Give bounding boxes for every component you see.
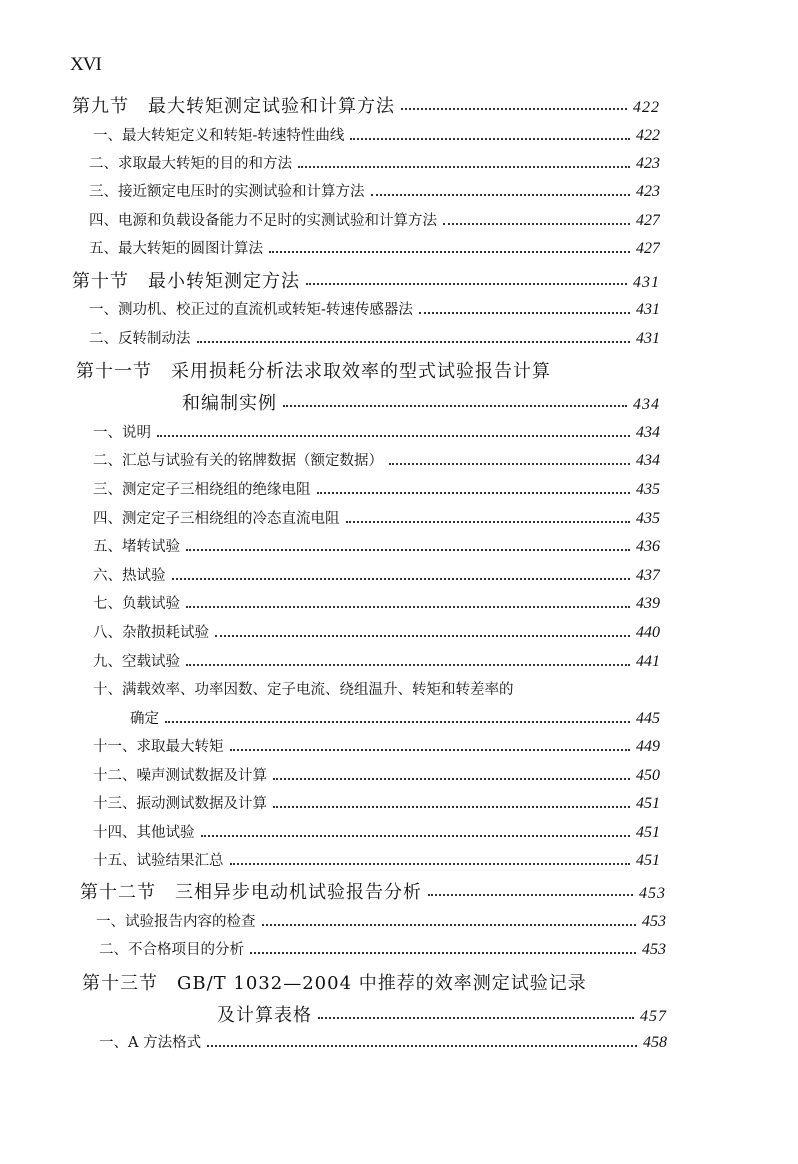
toc-entry[interactable] [93, 592, 660, 613]
toc-entry-page: 453 [642, 913, 666, 930]
dot-leader [186, 606, 630, 608]
toc-entry[interactable] [93, 764, 660, 785]
dot-leader [172, 578, 631, 580]
toc-entry-page: 431 [636, 330, 660, 347]
toc-entry-page: 441 [636, 653, 660, 670]
toc-entry-page: 439 [636, 595, 660, 612]
toc-entry[interactable] [93, 849, 660, 870]
toc-entry-label: 一、A 方法格式 [99, 1035, 202, 1051]
toc-entry-label: 三、接近额定电压时的实测试验和计算方法 [89, 184, 365, 200]
dot-leader [165, 721, 630, 723]
toc-entry-label: 五、最大转矩的圆图计算法 [89, 241, 263, 257]
toc-entry-section-11-line1[interactable] [76, 357, 551, 383]
toc-entry[interactable] [93, 478, 660, 499]
dot-leader [269, 251, 630, 253]
toc-entry[interactable] [93, 821, 660, 842]
toc-entry-page: 431 [633, 274, 660, 291]
dot-leader [215, 635, 630, 637]
toc-entry-multiline-line2[interactable] [130, 707, 660, 728]
toc-entry-label: 第十一节 采用损耗分析法求取效率的型式试验报告计算 [76, 361, 551, 382]
toc-entry-page: 423 [636, 155, 660, 172]
dot-leader [262, 924, 637, 926]
toc-entry-label: 四、测定定子三相绕组的冷态直流电阻 [93, 511, 340, 527]
toc-entry-page: 458 [643, 1034, 667, 1051]
toc-entry-page: 427 [636, 240, 660, 257]
toc-entry-page: 435 [636, 481, 660, 498]
page-number: XVI [70, 54, 101, 75]
toc-entry[interactable] [89, 298, 660, 319]
toc-entry-label: 十四、其他试验 [93, 825, 195, 841]
toc-entry-label: 三、测定定子三相绕组的绝缘电阻 [93, 482, 311, 498]
dot-leader [230, 863, 631, 865]
dot-leader [273, 806, 630, 808]
toc-entry-label: 一、说明 [93, 425, 151, 441]
toc-entry-label: 十二、噪声测试数据及计算 [93, 768, 267, 784]
toc-entry-label: 一、最大转矩定义和转矩-转速特性曲线 [93, 128, 345, 144]
toc-entry-label: 一、试验报告内容的检查 [96, 914, 256, 930]
toc-entry-page: 445 [636, 710, 660, 727]
toc-entry-label: 五、堵转试验 [93, 539, 180, 555]
toc-entry-page: 449 [636, 738, 660, 755]
dot-leader [230, 749, 631, 751]
toc-entry-label: 第十节 最小转矩测定方法 [72, 271, 300, 292]
toc-entry-label: 六、热试验 [93, 568, 166, 584]
toc-entry-page: 453 [639, 885, 666, 902]
toc-entry-section-10[interactable] [72, 267, 660, 293]
toc-entry-label: 和编制实例 [182, 393, 277, 414]
toc-entry-label: 第九节 最大转矩测定试验和计算方法 [72, 96, 395, 117]
toc-entry[interactable] [96, 910, 666, 931]
toc-entry-page: 436 [636, 538, 660, 555]
toc-entry[interactable] [89, 209, 660, 230]
toc-entry[interactable] [99, 938, 666, 959]
dot-leader [318, 1017, 634, 1019]
dot-leader [389, 463, 630, 465]
dot-leader [186, 664, 630, 666]
dot-leader [428, 894, 633, 896]
toc-entry-page: 423 [636, 183, 660, 200]
toc-entry-section-9[interactable] [72, 92, 660, 118]
toc-entry-multiline-line1[interactable] [93, 678, 514, 699]
toc-entry[interactable] [93, 507, 660, 528]
toc-entry-label: 第十二节 三相异步电动机试验报告分析 [80, 882, 422, 903]
toc-entry-label: 二、求取最大转矩的目的和方法 [89, 156, 292, 172]
toc-entry-label: 七、负载试验 [93, 596, 180, 612]
toc-entry-page: 434 [636, 452, 660, 469]
toc-entry-page: 434 [636, 424, 660, 441]
toc-entry[interactable] [89, 327, 660, 348]
toc-entry-page: 427 [636, 212, 660, 229]
toc-entry-page: 457 [640, 1008, 667, 1025]
toc-entry[interactable] [93, 564, 660, 585]
dot-leader [371, 194, 631, 196]
dot-leader [350, 138, 630, 140]
toc-entry[interactable] [93, 621, 660, 642]
dot-leader [298, 166, 630, 168]
toc-entry-label: 一、测功机、校正过的直流机或转矩-转速传感器法 [89, 302, 413, 318]
toc-entry-label: 十五、试验结果汇总 [93, 853, 224, 869]
dot-leader [401, 108, 627, 110]
toc-entry[interactable] [93, 735, 660, 756]
dot-leader [306, 283, 627, 285]
toc-entry-label: 十三、振动测试数据及计算 [93, 796, 267, 812]
toc-entry[interactable] [93, 535, 660, 556]
toc-entry-label: 确定 [130, 711, 159, 727]
toc-entry-label: 第十三节 GB/T 1032—2004 中推荐的效率测定试验记录 [82, 973, 587, 994]
toc-entry-label: 四、电源和负载设备能力不足时的实测试验和计算方法 [89, 213, 437, 229]
toc-entry-section-11-line2[interactable] [182, 389, 660, 415]
toc-entry-page: 451 [636, 824, 660, 841]
toc-entry-label: 九、空载试验 [93, 654, 180, 670]
toc-entry-section-13-line2[interactable] [217, 1001, 667, 1027]
toc-entry-label: 及计算表格 [217, 1005, 312, 1026]
dot-leader [197, 341, 631, 343]
toc-entry[interactable] [89, 152, 660, 173]
dot-leader [419, 312, 630, 314]
toc-entry[interactable] [93, 449, 660, 470]
toc-entry-page: 422 [633, 99, 660, 116]
toc-entry-page: 437 [636, 567, 660, 584]
toc-entry-page: 451 [636, 795, 660, 812]
toc-entry-label: 八、杂散损耗试验 [93, 625, 209, 641]
dot-leader [186, 549, 630, 551]
toc-entry-section-13-line1[interactable] [82, 969, 587, 995]
dot-leader [201, 835, 631, 837]
dot-leader [283, 405, 627, 407]
toc-entry-label: 十一、求取最大转矩 [93, 739, 224, 755]
toc-entry[interactable] [99, 1031, 667, 1052]
toc-entry-label: 二、汇总与试验有关的铭牌数据（额定数据） [93, 453, 383, 469]
dot-leader [207, 1045, 637, 1047]
toc-entry[interactable] [93, 650, 660, 671]
toc-entry[interactable] [93, 421, 660, 442]
toc-entry-section-12[interactable] [80, 878, 666, 904]
dot-leader [346, 521, 631, 523]
dot-leader [317, 492, 631, 494]
toc-entry-label: 二、不合格项目的分析 [99, 942, 244, 958]
toc-entry-page: 422 [636, 127, 660, 144]
toc-entry-page: 440 [636, 624, 660, 641]
toc-entry-page: 451 [636, 852, 660, 869]
toc-entry-page: 453 [642, 941, 666, 958]
toc-entry-label: 二、反转制动法 [89, 331, 191, 347]
dot-leader [273, 778, 630, 780]
toc-entry-label: 十、满载效率、功率因数、定子电流、绕组温升、转矩和转差率的 [93, 682, 514, 698]
dot-leader [250, 952, 636, 954]
dot-leader [443, 223, 630, 225]
toc-entry[interactable] [89, 237, 660, 258]
toc-entry[interactable] [93, 124, 660, 145]
toc-entry[interactable] [93, 792, 660, 813]
toc-entry[interactable] [89, 180, 660, 201]
toc-entry-page: 450 [636, 767, 660, 784]
dot-leader [157, 435, 630, 437]
toc-entry-page: 434 [633, 396, 660, 413]
toc-entry-page: 435 [636, 510, 660, 527]
toc-entry-page: 431 [636, 301, 660, 318]
